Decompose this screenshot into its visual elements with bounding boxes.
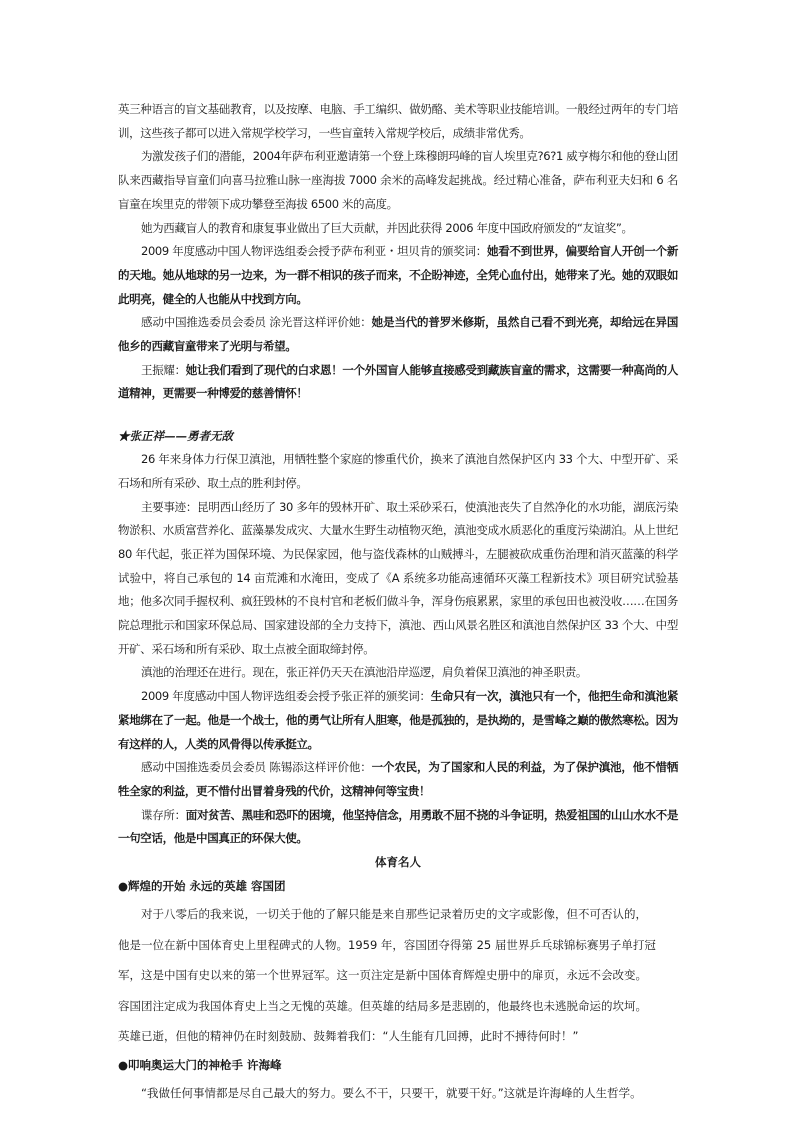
paragraph-rong-line: 英雄已逝，但他的精神仍在时刻鼓励、鼓舞着我们：“人生能有几回搏，此时不搏待何时！” [118, 1029, 579, 1044]
paragraph-zhang-summary: 26 年来身体力行保卫滇池，用牺牲整个家庭的惨重代价，换来了滇池自然保护区内 33 个大、中型开矿、采石场和所有采砂、取土点的胜利封停。 [118, 452, 678, 490]
citation-text: 生命只有一次，滇池只有一个，他把生命和滇池紧紧地绑在了一起。他是一个战士，他的勇气让所有人胆寒，他是孤独的，是执拗的，是雪峰之巅的傲然寒松。因为有这样的人，人类的风骨得以传承挺立。 [118, 689, 678, 751]
paragraph-rong-line: 军，这是中国有史以来的第一个世界冠军。这一页注定是新中国体育辉煌史册中的扉页，永远不会改变。 [118, 968, 647, 983]
paragraph-xu-haifeng: “我做任何事情都是尽自己最大的努力。要么不干，只要干，就要干好。”这就是许海峰的人生哲学。 [141, 1085, 642, 1100]
paragraph-rong-line: 对于八零后的我来说，一切关于他的了解只能是来自那些记录着历史的文字或影像，但不可否认的， [141, 907, 647, 922]
paragraph-zhang-comment-chen [118, 756, 678, 803]
subheading-xu-haifeng: ●叩响奥运大门的神枪手 许海峰 [118, 1057, 282, 1072]
comment-text: 她是当代的普罗米修斯，虽然自己看不到光亮，却给远在异国他乡的西藏盲童带来了光明与希望。 [118, 315, 678, 354]
comment-text: 一个农民，为了国家和人民的利益，为了保护滇池，他不惜牺牲全家的利益，更不惜付出冒着身残的代价，这精神何等宝贵！ [118, 760, 678, 798]
section-heading-zhang: ★张正祥——勇者无敌 [118, 429, 233, 444]
paragraph-zhang-now: 滇池的治理还在进行。现在，张正祥仍天天在滇池沿岸巡逻，肩负着保卫滇池的神圣职责。 [141, 665, 587, 680]
paragraph-rong-line: 他是一位在新中国体育史上里程碑式的人物。1959 年，容国团夺得第 25 届世界乒乓球锦标赛男子单打冠 [118, 937, 656, 952]
citation-text: 她看不到世界，偏要给盲人开创一个新的天地。她从地球的另一边来，为一群不相识的孩子而来，不企盼神迹，全凭心血付出，她带来了光。她的双眼如此明亮，健全的人也能从中找到方向。 [118, 244, 678, 306]
paragraph-zhang-deeds: 主要事迹：昆明西山经历了 30 多年的毁林开矿、取土采砂采石，使滇池丧失了自然净化的水功能，湖底污染物淤积、水质富营养化、蓝藻暴发成灾、大量水生野生动植物灭绝，滇池变成水质恶化的重度污染湖泊。从上世纪 80 年代起，张正祥为国保环境、为民保家园，他与盗伐森林的山贼搏斗，左腿被砍成重伤治理和消灭蓝藻的科学试验中，将自己承包的 14 亩荒滩和水淹田，变成了《A 系统多功能高速循环灭藻工程新技术》项目研究试验基地；他多次同手握权利、疯狂毁林的不良村官和老板们做斗争，浑身伤痕累累，家里的承包田也被没收……在国务院总理批示和国家环保总局、国家建设部的全力支持下，滇池、西山风景名胜区和滇池自然保护区 33 个大、中型开矿、采石场和所有采砂、取土点被全面取缔封停。 [118, 499, 678, 656]
paragraph-sabriye-comment-wang [118, 359, 678, 406]
paragraph-sabriye-comment-tu [118, 311, 678, 358]
paragraph-zhang-comment-other [118, 804, 678, 851]
comment-lead: 感动中国推选委员会委员 陈锡添这样评价他： [141, 760, 372, 775]
paragraph-sabriye-training: 英三种语言的盲文基础教育，以及按摩、电脑、手工编织、做奶酪、美术等职业技能培训。一般经过两年的专门培训，这些孩子都可以进入常规学校学习，一些盲童转入常规学校后，成绩非常优秀。 [118, 102, 678, 140]
section-title-sports: 体育名人 [375, 855, 421, 870]
comment-lead: 王振耀： [141, 362, 186, 377]
comment-text: 面对贫苦、黑哇和恐吓的困境，他坚持信念，用勇敢不屈不挠的斗争证明，热爱祖国的山山水水不是一句空话，他是中国真正的环保大使。 [118, 807, 678, 846]
comment-text: 她让我们看到了现代的白求恩！一个外国盲人能够直接感受到藏族盲童的需求，这需要一种高尚的人道精神，更需要一种博爱的慈善情怀！ [118, 362, 678, 401]
paragraph-sabriye-climb: 为激发孩子们的潜能，2004年萨布利亚邀请第一个登上珠穆朗玛峰的盲人埃里克?6?1 威亨梅尔和他的登山团队来西藏指导盲童们向喜马拉雅山脉一座海拔 7000 余米的高峰发起挑战。经过精心准备，萨布利亚夫妇和 6 名盲童在埃里克的带领下成功攀登至海拔 6500 米的高度。 [118, 149, 678, 211]
paragraph-sabriye-award: 她为西藏盲人的教育和康复事业做出了巨大贡献，并因此获得 2006 年度中国政府颁发的“友谊奖”。 [141, 220, 633, 235]
subheading-rong-guotuan: ●辉煌的开始 永远的英雄 容国团 [118, 879, 286, 894]
paragraph-rong-line: 容国团注定成为我国体育史上当之无愧的英雄。但英雄的结局多是悲剧的，他最终也未逃脱命运的坎坷。 [118, 998, 647, 1013]
citation-lead: 2009 年度感动中国人物评选组委会授予萨布利亚・坦贝肯的颁奖词： [141, 244, 487, 259]
paragraph-zhang-citation [118, 685, 678, 756]
document-page [118, 98, 678, 1108]
citation-lead: 2009 年度感动中国人物评选组委会授予张正祥的颁奖词： [141, 689, 431, 704]
comment-lead: 感动中国推选委员会委员 涂光晋这样评价她： [141, 315, 372, 330]
comment-lead: 谍存所： [141, 807, 186, 822]
paragraph-sabriye-citation [118, 240, 678, 311]
